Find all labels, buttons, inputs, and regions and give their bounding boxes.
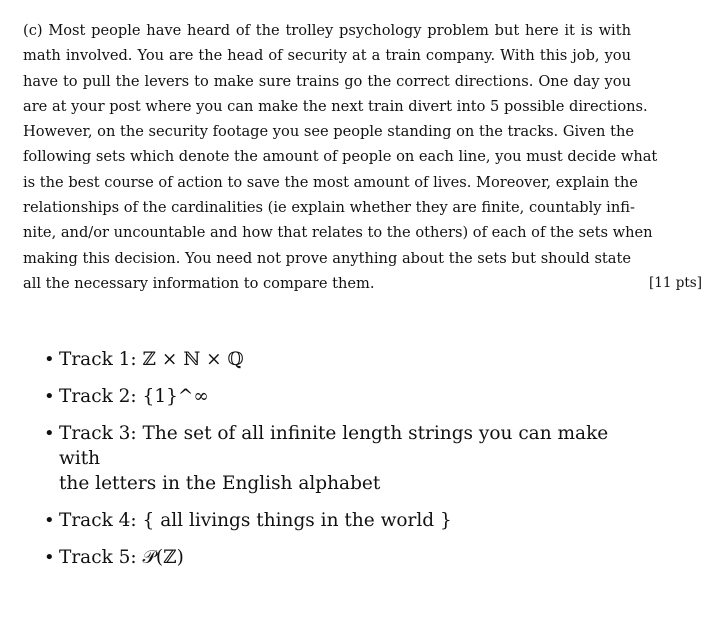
problem-line: nite, and/or uncountable and how that relates to the others) of each of the sets when <box>23 224 653 242</box>
problem-line: following sets which denote the amount of people on each line, you must decide what <box>23 148 658 166</box>
problem-line: is the best course of action to save the most amount of lives. Moreover, explain the <box>23 173 638 191</box>
problem-line: (c) Most people have heard of the trolley psychology problem but here it is with <box>23 22 631 39</box>
bullet-icon: • <box>44 349 55 370</box>
track-item-5 <box>44 545 644 570</box>
problem-line: However, on the security footage you see people standing on the tracks. Given the <box>23 123 634 141</box>
problem-paragraph <box>23 18 713 296</box>
track-item-2 <box>44 384 644 409</box>
track-item-3 <box>44 421 644 496</box>
bullet-icon: • <box>44 510 55 531</box>
bullet-icon: • <box>44 386 55 407</box>
bullet-icon: • <box>44 547 55 568</box>
last-line-row <box>23 271 713 296</box>
points-label: [11 pts] <box>649 274 702 291</box>
problem-statement <box>23 18 713 296</box>
bullet-icon: • <box>44 423 55 444</box>
track-list <box>44 347 644 582</box>
track-text-continued: the letters in the English alphabet <box>59 473 381 494</box>
problem-line: are at your post where you can make the next train divert into 5 possible directions. <box>23 97 648 115</box>
track-text: Track 1: ℤ × ℕ × ℚ <box>59 349 244 370</box>
track-text: Track 2: {1}^∞ <box>59 386 209 407</box>
track-text: Track 5: 𝒫(ℤ) <box>59 547 184 568</box>
track-text: Track 4: { all livings things in the world } <box>59 510 452 531</box>
problem-line: have to pull the levers to make sure trains go the correct directions. One day you <box>23 72 631 90</box>
problem-line: all the necessary information to compare them. <box>23 274 375 292</box>
problem-line: relationships of the cardinalities (ie explain whether they are finite, countably infi- <box>23 199 635 217</box>
track-item-4 <box>44 508 644 533</box>
track-text: Track 3: The set of all infinite length strings you can make with <box>59 423 609 469</box>
track-item-1 <box>44 347 644 372</box>
problem-line: making this decision. You need not prove anything about the sets but should state <box>23 249 631 267</box>
problem-line: math involved. You are the head of security at a train company. With this job, you <box>23 47 631 65</box>
